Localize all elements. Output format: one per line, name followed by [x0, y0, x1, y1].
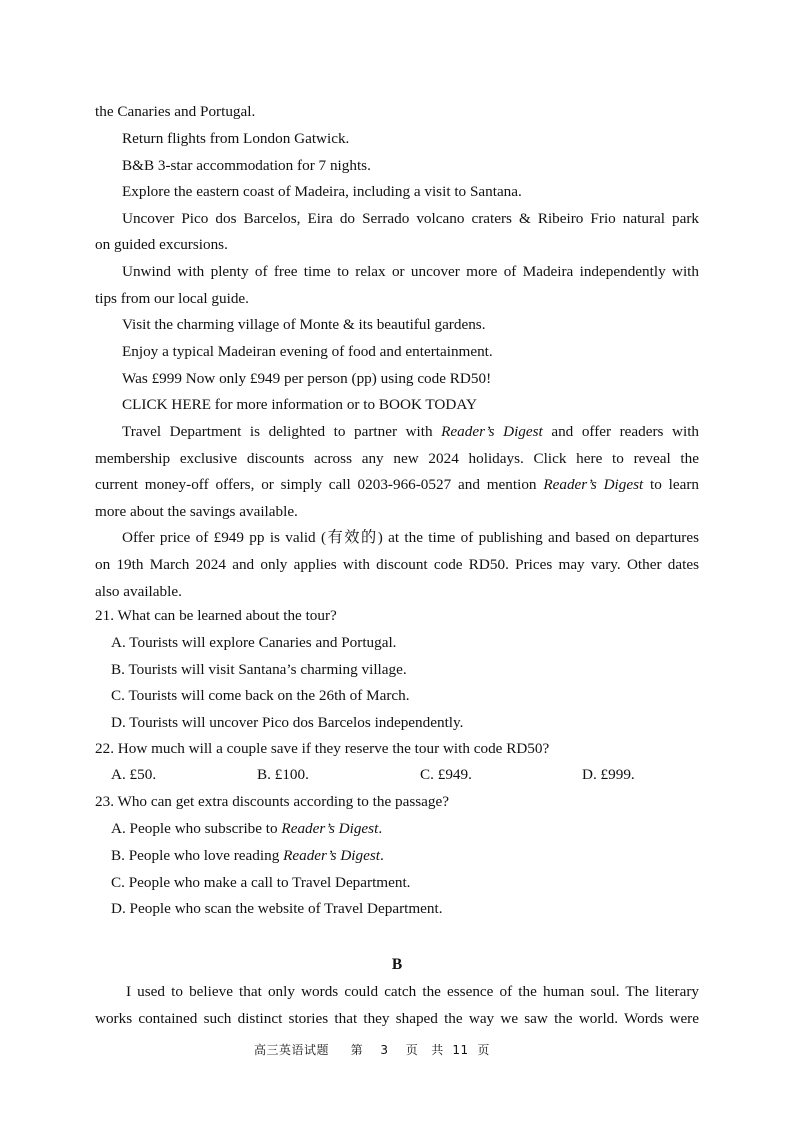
passage-b-line: I used to believe that only words could catch the essence of the human soul. The literary	[126, 983, 699, 1000]
question-21-option-a: A. Tourists will explore Canaries and Portugal.	[111, 634, 397, 651]
tour-feature: Enjoy a typical Madeiran evening of food and entertainment.	[122, 343, 493, 360]
question-23-option-b	[111, 847, 384, 865]
question-22-stem: 22. How much will a couple save if they reserve the tour with code RD50?	[95, 740, 550, 757]
click-here-link: CLICK HERE for more information or to BOOK TODAY	[122, 396, 477, 413]
question-22-option-c: C. £949.	[420, 766, 472, 783]
question-23-option-d: D. People who scan the website of Travel Department.	[111, 900, 443, 917]
question-22-option-d: D. £999.	[582, 766, 635, 783]
option-period: .	[379, 847, 384, 864]
footer-di: 第	[350, 1043, 364, 1057]
partner-text: current money-off offers, or simply call 0203-966-0527 and mention	[95, 476, 537, 493]
partner-paragraph-line	[122, 423, 699, 441]
question-22-option-b: B. £100.	[257, 766, 309, 783]
partner-text: to learn	[650, 476, 700, 493]
publication-name: Reader’s Digest	[283, 847, 380, 864]
tour-feature: Return flights from London Gatwick.	[122, 130, 350, 147]
offer-paragraph-line: also available.	[95, 583, 182, 600]
tour-feature-unwind: Unwind with plenty of free time to relax or uncover more of Madeira independently with	[122, 263, 699, 280]
partner-paragraph-line	[95, 476, 699, 494]
option-text: B. People who love reading	[111, 847, 280, 864]
tour-feature: B&B 3-star accommodation for 7 nights.	[122, 157, 371, 174]
question-21-option-b: B. Tourists will visit Santana’s charming village.	[111, 661, 407, 678]
question-22-option-a: A. £50.	[111, 766, 157, 783]
publication-name: Reader’s Digest	[543, 476, 644, 493]
footer-ye: 页	[405, 1043, 419, 1057]
partner-text: and offer readers with	[551, 423, 700, 440]
tour-price: Was £999 Now only £949 per person (pp) using code RD50!	[122, 370, 492, 387]
tour-feature: Explore the eastern coast of Madeira, including a visit to Santana.	[122, 183, 522, 200]
tour-feature-unwind-cont: tips from our local guide.	[95, 290, 249, 307]
passage-b-line: works contained such distinct stories that they shaped the way we saw the world. Words were	[95, 1010, 699, 1027]
question-23-option-c: C. People who make a call to Travel Department.	[111, 874, 411, 891]
partner-paragraph-line: more about the savings available.	[95, 503, 298, 520]
tour-feature-excursions-cont: on guided excursions.	[95, 236, 228, 253]
footer-ye2: 页	[477, 1043, 490, 1057]
publication-name: Reader’s Digest	[281, 820, 379, 837]
footer-page-number: 3	[380, 1043, 389, 1057]
publication-name: Reader’s Digest	[441, 423, 543, 440]
footer-total-pages: 11	[452, 1043, 469, 1057]
passage-b-heading: B	[391, 956, 403, 973]
footer-title: 高三英语试题	[254, 1043, 330, 1057]
question-21-stem: 21. What can be learned about the tour?	[95, 607, 337, 624]
tour-feature: Visit the charming village of Monte & its beautiful gardens.	[122, 316, 486, 333]
question-21-option-c: C. Tourists will come back on the 26th of March.	[111, 687, 410, 704]
offer-paragraph-line: on 19th March 2024 and only applies with discount code RD50. Prices may vary. Other dates	[95, 556, 699, 573]
option-period: .	[378, 820, 383, 837]
tour-feature-excursions: Uncover Pico dos Barcelos, Eira do Serrado volcano craters & Ribeiro Frio natural park	[122, 210, 699, 227]
offer-paragraph-line: Offer price of £949 pp is valid (有效的) at the time of publishing and based on departures	[122, 529, 699, 546]
page-footer	[254, 1041, 490, 1058]
partner-text: Travel Department is delighted to partner with	[122, 423, 433, 440]
question-23-option-a	[111, 820, 382, 838]
question-21-option-d: D. Tourists will uncover Pico dos Barcelos independently.	[111, 714, 464, 731]
footer-gong: 共	[431, 1043, 444, 1057]
question-23-stem: 23. Who can get extra discounts according to the passage?	[95, 793, 449, 810]
partner-paragraph-line: membership exclusive discounts across any new 2024 holidays. Click here to reveal the	[95, 450, 699, 467]
passage-a-line: the Canaries and Portugal.	[95, 103, 256, 120]
option-text: A. People who subscribe to	[111, 820, 278, 837]
